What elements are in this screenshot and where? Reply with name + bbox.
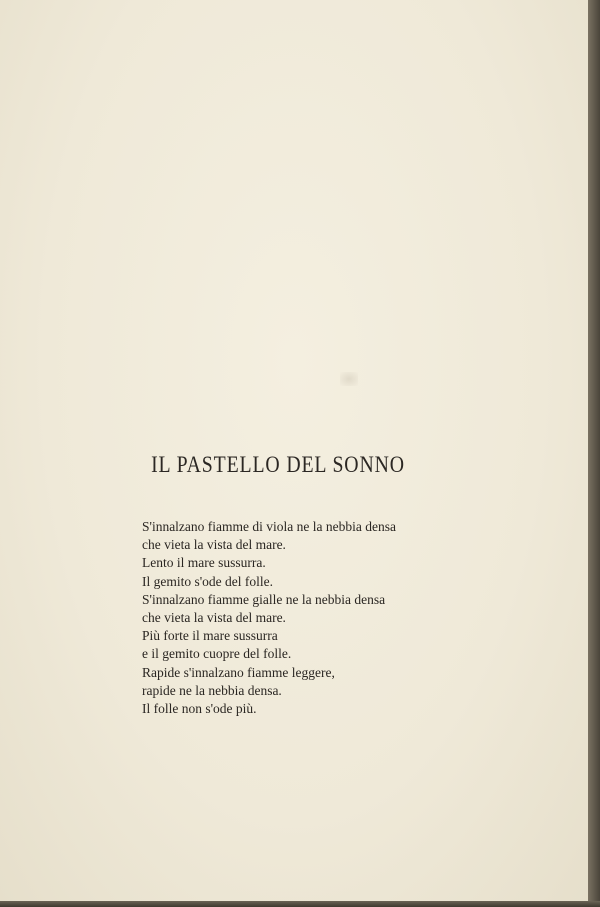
poem-line: che vieta la vista del mare. bbox=[142, 537, 286, 553]
poem-line: S'innalzano fiamme di viola ne la nebbia densa bbox=[142, 519, 396, 534]
paper-smudge bbox=[340, 372, 358, 386]
poem-line: e il gemito cuopre del folle. bbox=[142, 646, 292, 662]
poem-line: S'innalzano fiamme gialle ne la nebbia densa bbox=[142, 591, 386, 607]
poem-line: Il gemito s'ode del folle. bbox=[142, 573, 274, 589]
page-bottom-shadow bbox=[0, 901, 600, 907]
poem-line: rapide ne la nebbia densa. bbox=[142, 682, 282, 698]
poem-text bbox=[142, 518, 396, 718]
poem-line: Rapide s'innalzano fiamme leggere, bbox=[142, 664, 335, 680]
poem-line: Il folle non s'ode più. bbox=[142, 701, 257, 717]
poem-line: Più forte il mare sussurra bbox=[142, 628, 278, 644]
poem-line: che vieta la vista del mare. bbox=[142, 610, 286, 626]
poem-title: IL PASTELLO DEL SONNO bbox=[151, 452, 405, 477]
page-edge-shadow bbox=[588, 0, 600, 907]
poem-line: Lento il mare sussurra. bbox=[142, 555, 266, 571]
